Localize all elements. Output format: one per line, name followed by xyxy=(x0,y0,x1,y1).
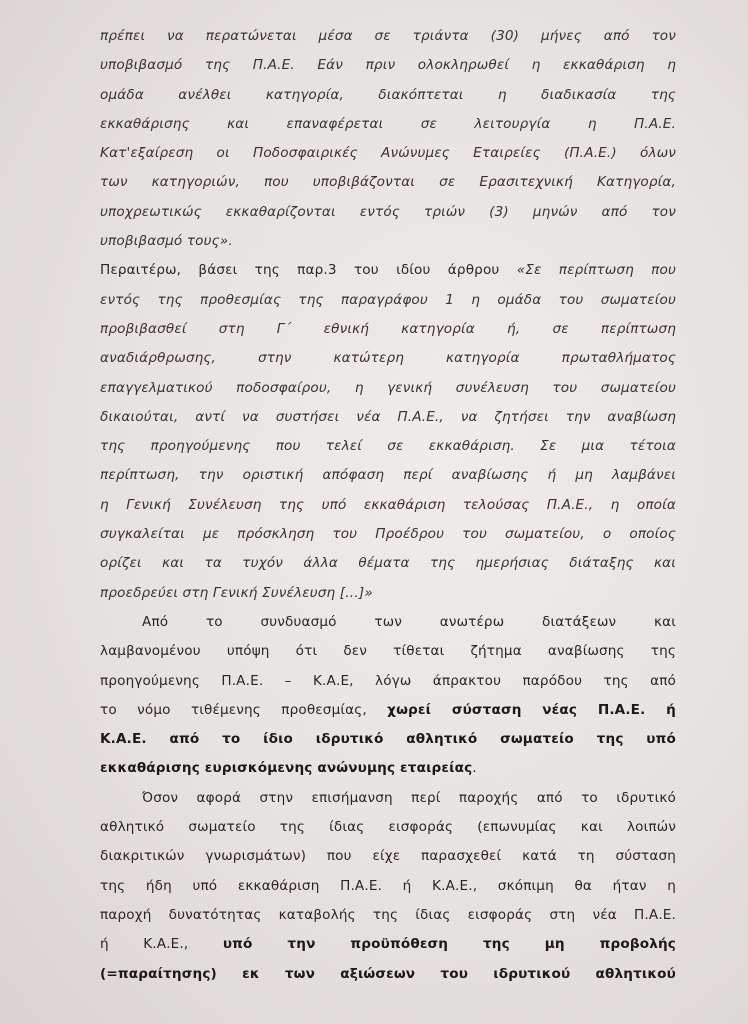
text-run: διακριτικών γνωρισμάτων) που είχε παρασχεθεί κατά τη σύσταση xyxy=(100,848,676,865)
text-line xyxy=(100,930,676,959)
text-line xyxy=(100,960,676,989)
text-run: Περαιτέρω, βάσει της παρ.3 του ιδίου άρθρου xyxy=(100,262,517,279)
text-run: της προηγούμενης που τελεί σε εκκαθάριση. Σε μια τέτοια xyxy=(100,438,676,455)
text-line xyxy=(100,198,676,227)
text-run: ορίζει και τα τυχόν άλλα θέματα της ημερήσιας διάταξης και xyxy=(100,555,676,572)
text-line xyxy=(100,403,676,432)
text-run: υποβιβασμό της Π.Α.Ε. Εάν πριν ολοκληρωθεί η εκκαθάριση η xyxy=(100,57,676,74)
text-run: δικαιούται, αντί να συστήσει νέα Π.Α.Ε., να ζητήσει την αναβίωση xyxy=(100,408,676,425)
text-line xyxy=(100,667,676,696)
text-run: ομάδα ανέλθει κατηγορία, διακόπτεται η διαδικασία της xyxy=(100,86,676,103)
text-run: προηγούμενης Π.Α.Ε. – Κ.Α.Ε, λόγω άπρακτου παρόδου της από xyxy=(100,672,676,689)
text-run: λαμβανομένου υπόψη ότι δεν τίθεται ζήτημα αναβίωσης της xyxy=(100,643,676,660)
text-line xyxy=(100,227,676,256)
text-run: η Γενική Συνέλευση της υπό εκκαθάριση τελούσας Π.Α.Ε., η οποία xyxy=(100,496,676,513)
text-run: προβιβασθεί στη Γ΄ εθνική κατηγορία ή, σε περίπτωση xyxy=(100,320,676,337)
text-run: «Σε περίπτωση που xyxy=(516,262,676,279)
quoted-paragraph-1 xyxy=(100,22,676,256)
text-run: υπό την προϋπόθεση της μη προβολής xyxy=(222,936,676,953)
text-line xyxy=(100,872,676,901)
text-run: Από το συνδυασμό των ανωτέρω διατάξεων και xyxy=(142,613,676,630)
text-line xyxy=(100,22,676,51)
text-line xyxy=(100,813,676,842)
text-line xyxy=(100,637,676,666)
body-paragraph-1 xyxy=(100,608,676,784)
text-run: ή Κ.Α.Ε., xyxy=(100,936,223,953)
text-run: της ήδη υπό εκκαθάριση Π.Α.Ε. ή Κ.Α.Ε., σκόπιμη θα ήταν η xyxy=(100,877,676,894)
text-run: εκκαθάρισης και επαναφέρεται σε λειτουργία η Π.Α.Ε. xyxy=(100,115,676,132)
text-line xyxy=(100,608,676,637)
text-run: αθλητικό σωματείο της ίδιας εισφοράς (επωνυμίας και λοιπών xyxy=(100,819,676,836)
text-line xyxy=(100,168,676,197)
text-line xyxy=(100,432,676,461)
text-run: Κ.Α.Ε. από το ίδιο ιδρυτικό αθλητικό σωματείο της υπό xyxy=(100,731,676,748)
text-line xyxy=(100,842,676,871)
text-line xyxy=(100,81,676,110)
text-run: περίπτωση, την οριστική απόφαση περί αναβίωσης ή μη λαμβάνει xyxy=(100,467,676,484)
text-line xyxy=(100,520,676,549)
text-run: επαγγελματικού ποδοσφαίρου, η γενική συνέλευση του σωματείου xyxy=(100,379,676,396)
text-run: εκκαθάρισης ευρισκόμενης ανώνυμης εταιρείας xyxy=(100,760,473,777)
text-line xyxy=(100,344,676,373)
text-run: Κατ'εξαίρεση οι Ποδοσφαιρικές Ανώνυμες Εταιρείες (Π.Α.Ε.) όλων xyxy=(100,145,676,162)
text-line xyxy=(100,754,676,783)
text-run: Όσον αφορά στην επισήμανση περί παροχής από το ιδρυτικό xyxy=(142,789,676,806)
text-line xyxy=(100,461,676,490)
text-line xyxy=(100,374,676,403)
text-line xyxy=(100,579,676,608)
text-run: των κατηγοριών, που υποβιβάζονται σε Ερασιτεχνική Κατηγορία, xyxy=(100,174,676,191)
text-run: εντός της προθεσμίας της παραγράφου 1 η ομάδα του σωματείου xyxy=(100,291,676,308)
body-paragraph-2 xyxy=(100,784,676,989)
text-line xyxy=(100,286,676,315)
text-run: το νόμο τιθέμενης προθεσμίας, xyxy=(100,701,388,718)
text-line xyxy=(100,315,676,344)
text-line xyxy=(100,549,676,578)
text-run: . xyxy=(472,760,477,777)
text-line xyxy=(100,725,676,754)
text-line xyxy=(100,696,676,725)
quoted-paragraph-2 xyxy=(100,256,676,608)
text-line xyxy=(100,110,676,139)
text-line xyxy=(100,491,676,520)
text-run: συγκαλείται με πρόσκληση του Προέδρου του σωματείου, ο οποίος xyxy=(100,526,676,543)
text-run: αναδιάρθρωσης, στην κατώτερη κατηγορία πρωταθλήματος xyxy=(100,350,676,367)
text-run: (=παραίτησης) εκ των αξιώσεων του ιδρυτικού αθλητικού xyxy=(100,965,676,982)
text-line xyxy=(100,901,676,930)
text-run: προεδρεύει στη Γενική Συνέλευση […]» xyxy=(100,584,373,601)
text-line xyxy=(100,256,676,285)
text-run: υποχρεωτικώς εκκαθαρίζονται εντός τριών (3) μηνών από τον xyxy=(100,203,676,220)
text-run: πρέπει να περατώνεται μέσα σε τριάντα (30) μήνες από τον xyxy=(100,28,676,44)
text-run: υποβιβασμό τους». xyxy=(100,233,233,250)
text-line xyxy=(100,139,676,168)
text-run: χωρεί σύσταση νέας Π.Α.Ε. ή xyxy=(387,701,676,718)
text-line xyxy=(100,784,676,813)
text-run: παροχή δυνατότητας καταβολής της ίδιας εισφοράς στη νέα Π.Α.Ε. xyxy=(100,906,676,923)
text-line xyxy=(100,51,676,80)
